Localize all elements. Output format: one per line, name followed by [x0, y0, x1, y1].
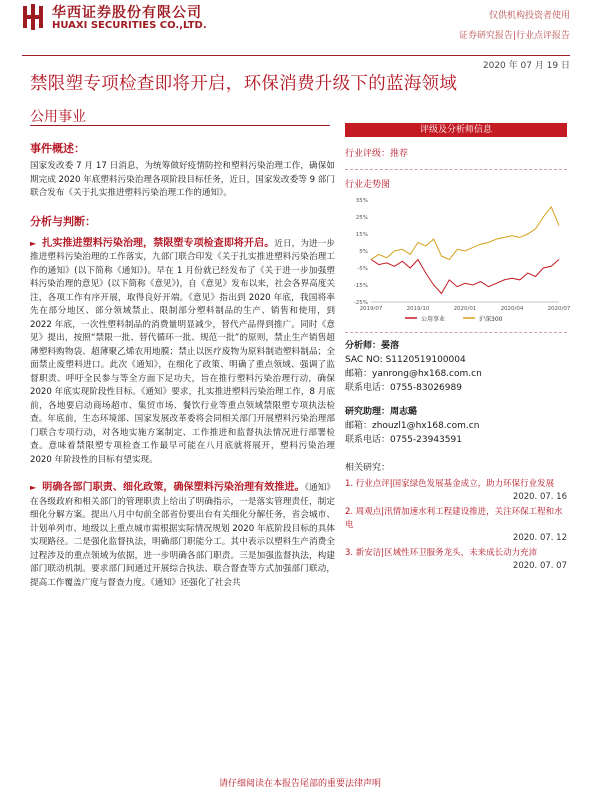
industry-rating: 行业评级：推荐 — [345, 149, 409, 159]
series-line-utilities — [371, 260, 559, 294]
series-line-hs300 — [371, 207, 559, 260]
related-item-date: 2020. 07. 12 — [512, 533, 567, 543]
y-tick-label: 15% — [355, 232, 368, 238]
y-tick-label: 25% — [355, 215, 368, 221]
sidebar-divider — [345, 169, 567, 170]
bullet-2-title — [30, 482, 305, 493]
bullet-2-title-text: 明确各部门职责、细化政策，确保塑料污染治理有效推进。 — [42, 482, 305, 493]
bullet-1 — [30, 237, 335, 468]
main-content — [30, 140, 335, 590]
x-tick-label: 2020/07 — [547, 306, 571, 312]
sidebar — [345, 123, 571, 572]
x-axis-labels — [360, 306, 571, 312]
report-title: 禁限塑专项检查即将开启，环保消费升级下的蓝海领域 — [30, 74, 458, 94]
analyst-1-label: 分析师： — [345, 341, 382, 351]
x-tick-label: 2019/10 — [406, 306, 430, 312]
header-divider — [22, 55, 570, 56]
legend-label-utilities: 公用事业 — [421, 316, 446, 323]
related-item-title[interactable]: 1. 行业点评|国家绿色发展基金成立，助力环保行业发展 — [345, 479, 555, 489]
analysis-heading: 分析与判断： — [30, 214, 96, 228]
y-tick-label: -15% — [353, 283, 368, 289]
summary-heading: 事件概述： — [30, 142, 85, 155]
analyst-2-phone: 联系电话：0755-23943591 — [345, 435, 462, 445]
analyst-1-phone: 联系电话：0755-83026989 — [345, 383, 462, 393]
bullet-1-title-text: 扎实推进塑料污染治理，禁限塑专项检查即将开启。 — [42, 237, 275, 249]
bullet-2-text: 《通知》在各级政府和相关部门的管理职责上给出了明确指示，一是落实管理责任，制定细化分解方案。提出八月中旬前全部省份要出台有关细化分解任务，省会城市、计划单列市、地级以上重点城市需根据实际情况规划 2020 年底阶段目标的具体实现路径。二是强化监督执法，明确部门职能分工。其中表示以塑料生产消费全过程涉及的重点领域为依据，进一步明确各部门职责。三是加强监督执法，构建部门联动机制。要求部门间通过开展综合执法、联合督查等方式加强部门联动，提高工作覆盖广度与督查力度。《通知》还强化了社会共 — [30, 483, 336, 588]
related-item-date: 2020. 07. 16 — [512, 492, 567, 502]
sector-label: 公用事业 — [30, 109, 86, 125]
chart-legend — [405, 315, 503, 323]
analyst-2 — [345, 405, 567, 447]
chart-title: 行业走势图 — [345, 180, 391, 190]
y-tick-label: -5% — [357, 266, 368, 272]
y-tick-label: 5% — [359, 249, 368, 255]
x-tick-label: 2020/04 — [500, 306, 524, 312]
related-item-title[interactable]: 3. 新安洁|区域性环卫服务龙头，未来成长动力充沛 — [345, 548, 538, 558]
analyst-1-email[interactable]: 邮箱：yanrong@hx168.com.cn — [345, 369, 482, 379]
analyst-2-label: 研究助理： — [345, 407, 391, 417]
bullet-arrow-icon: ► — [30, 483, 37, 492]
report-date: 2020 年 07 月 19 日 — [482, 61, 570, 71]
bullet-1-title — [30, 238, 274, 249]
related-item[interactable] — [345, 478, 567, 503]
bullet-1-text: 近日，为进一步推进塑料污染治理的工作落实，九部门联合印发《关于扎实推进塑料污染治理工作的通知》(以下简称《通知》)。早在 1 月份就已经发布了《关于进一步加强塑料污染治理的意见》(以下简称《意见》)，自《意见》发布以来，社会各界高度关注，各项工作有序开展，取得良好开端。《意见》指出到 2020 年底，我国将率先在部分地区、部分领域禁止、限制部分塑料制品的生产、销售和使用，到 2022 年底，一次性塑料制品的消费量明显减少，替代产品得到推广。同时《意见》提出，按照“禁限一批、替代循环一批、规范一批”的原则，禁止生产销售超薄塑料购物袋、超薄聚乙烯农用地膜；禁止以医疗废物为原料制造塑料制品；全面禁止废塑料进口。此次《通知》，在细化了政策、明确了重点领域、强调了监督职责、呼吁全民参与等全方面下足功夫，旨在推行塑料污染治理行动，确保 2020 年底实现阶段性目标。《通知》要求，扎实推进塑料污染治理工作，8 月底前，各地要启动商场超市、集贸市场、餐饮行业等重点领域禁限塑专项执法检查。年底前，生态环境部、国家发展改革委将会同相关部门开展塑料污染治理部门联合专项行动，对各地实施方案制定、工作推进和监督执法情况进行部署检查。意味着禁限塑专项检查工作最早可能在八月底就将展开，塑料污染治理 2020 年阶段性的目标有望实现。 — [30, 238, 335, 465]
sector-divider — [30, 125, 330, 126]
related-item[interactable] — [345, 547, 567, 572]
huaxi-logo-icon — [22, 4, 44, 30]
analyst-1-name: 晏溶 — [381, 341, 400, 351]
related-research-list — [345, 478, 567, 572]
related-item-title[interactable]: 2. 周观点|汛情加速水利工程建设推进，关注环保工程和水电 — [345, 507, 563, 530]
report-type-tag: 证券研究报告|行业点评报告 — [458, 31, 570, 41]
y-tick-label: -25% — [353, 300, 368, 306]
x-tick-label: 2019/07 — [359, 306, 383, 312]
related-item[interactable] — [345, 506, 567, 544]
report-header — [0, 0, 600, 78]
y-axis-labels — [354, 198, 368, 306]
bullet-arrow-icon: ► — [30, 238, 37, 248]
analyst-1 — [345, 339, 567, 395]
legend-label-hs300: 沪深300 — [479, 316, 503, 323]
company-name-en: HUAXI SECURITIES CO.,LTD. — [52, 20, 207, 31]
trend-chart — [345, 194, 571, 324]
analyst-2-email[interactable]: 邮箱：zhouzl1@hx168.com.cn — [345, 421, 480, 431]
analyst-1-sac: SAC NO: S1120519100004 — [345, 355, 466, 365]
sidebar-divider — [345, 332, 567, 333]
analyst-2-name: 周志璐 — [390, 407, 418, 417]
sidebar-box-title: 评级及分析师信息 — [345, 123, 567, 137]
legal-footer: 请仔细阅读在本报告尾部的重要法律声明 — [218, 779, 381, 789]
summary-text: 国家发改委 7 月 17 日消息，为统筹做好疫情防控和塑料污染治理工作，确保如期完成 2020 年底塑料污染治理各项阶段目标任务，近日，国家发改委等 9 部门联合发布《关于扎实推进塑料污染治理工作的通知》。 — [30, 161, 335, 198]
company-name-cn: 华西证券股份有限公司 — [52, 5, 202, 21]
x-tick-label: 2020/01 — [453, 306, 477, 312]
y-tick-label: 35% — [355, 198, 368, 204]
bullet-2 — [30, 481, 335, 590]
related-item-date: 2020. 07. 07 — [512, 561, 567, 571]
audience-tag: 仅供机构投资者使用 — [488, 11, 570, 21]
related-heading: 相关研究： — [345, 463, 391, 473]
